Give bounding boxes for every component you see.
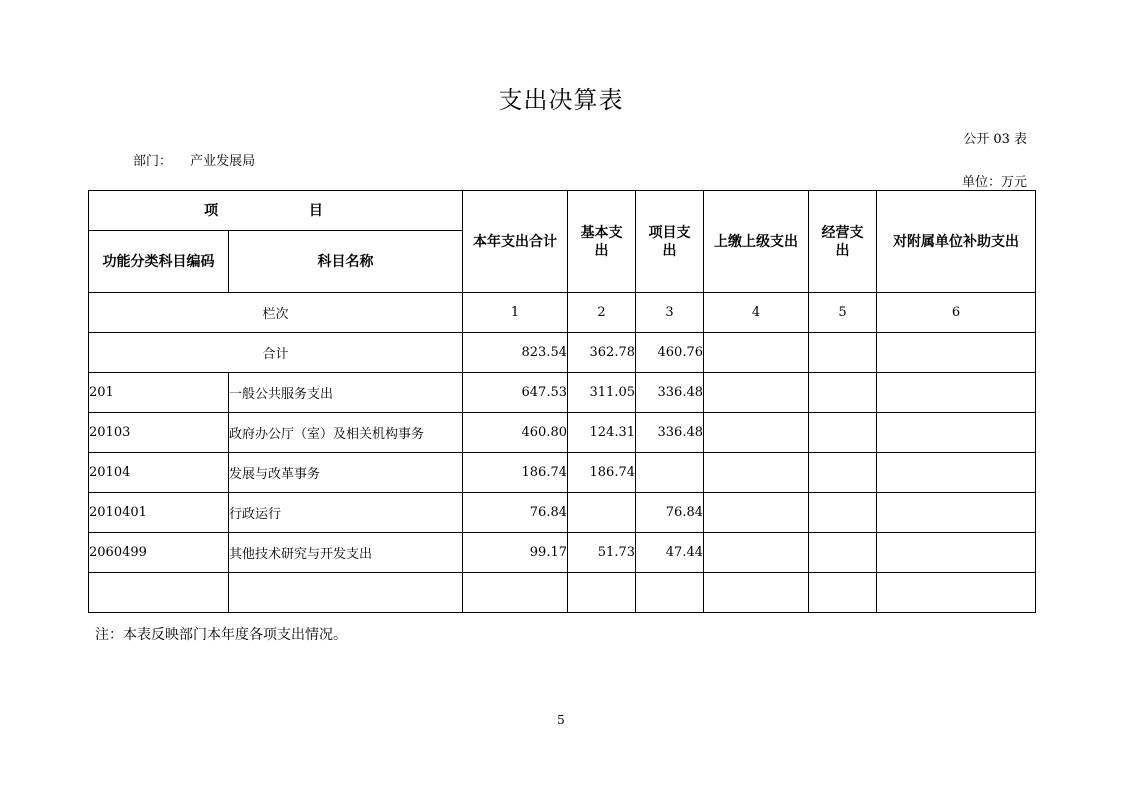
total-cell: 647.53 (463, 373, 568, 413)
empty-cell (704, 373, 809, 413)
table-row (89, 493, 1036, 533)
empty-cell (877, 573, 1036, 613)
expenditure-table (88, 190, 1036, 613)
index-cell: 2 (568, 293, 636, 333)
department-line (133, 150, 255, 169)
empty-cell (877, 413, 1036, 453)
department-name: 产业发展局 (190, 154, 256, 169)
empty-cell (636, 573, 704, 613)
project-cell: 76.84 (636, 493, 704, 533)
header-project: 项 目 (89, 191, 463, 231)
empty-cell (877, 453, 1036, 493)
blank-row (89, 573, 1036, 613)
index-cell: 5 (809, 293, 877, 333)
total-cell: 99.17 (463, 533, 568, 573)
header-subsidy: 对附属单位补助支出 (877, 191, 1036, 293)
code-cell: 20104 (89, 453, 229, 493)
empty-cell (463, 573, 568, 613)
header-business: 经营支出 (809, 191, 877, 293)
name-cell: 政府办公厅（室）及相关机构事务 (229, 413, 463, 453)
page-title: 支出决算表 (498, 86, 624, 114)
header-basic: 基本支出 (568, 191, 636, 293)
basic-cell: 311.05 (568, 373, 636, 413)
table-row (89, 453, 1036, 493)
total-row (89, 333, 1036, 373)
empty-cell (704, 573, 809, 613)
form-number: 公开 03 表 (963, 132, 1027, 147)
empty-cell (704, 333, 809, 373)
empty-cell (568, 573, 636, 613)
header-total: 本年支出合计 (463, 191, 568, 293)
empty-cell (809, 533, 877, 573)
project-cell: 336.48 (636, 373, 704, 413)
empty-cell (809, 493, 877, 533)
empty-cell (704, 453, 809, 493)
empty-cell (704, 413, 809, 453)
code-cell: 201 (89, 373, 229, 413)
name-cell: 发展与改革事务 (229, 453, 463, 493)
table-row (89, 373, 1036, 413)
page-number: 5 (557, 713, 565, 727)
header-code: 功能分类科目编码 (89, 231, 229, 293)
total-label: 合计 (89, 333, 463, 373)
index-cell: 6 (877, 293, 1036, 333)
code-cell: 2060499 (89, 533, 229, 573)
basic-cell: 51.73 (568, 533, 636, 573)
basic-cell: 124.31 (568, 413, 636, 453)
basic-cell (568, 493, 636, 533)
empty-cell (877, 333, 1036, 373)
code-cell: 2010401 (89, 493, 229, 533)
header-name: 科目名称 (229, 231, 463, 293)
unit-label: 单位：万元 (961, 175, 1027, 190)
total-cell: 823.54 (463, 333, 568, 373)
index-label: 栏次 (89, 293, 463, 333)
empty-cell (877, 373, 1036, 413)
total-cell: 186.74 (463, 453, 568, 493)
empty-cell (704, 493, 809, 533)
empty-cell (809, 453, 877, 493)
header-row-1 (89, 191, 1036, 231)
project-cell (636, 453, 704, 493)
department-label: 部门： (133, 154, 173, 169)
empty-cell (229, 573, 463, 613)
total-project-cell: 460.76 (636, 333, 704, 373)
header-project-expense: 项目支出 (636, 191, 704, 293)
empty-cell (809, 373, 877, 413)
table-row (89, 413, 1036, 453)
index-cell: 4 (704, 293, 809, 333)
index-cell: 3 (636, 293, 704, 333)
index-cell: 1 (463, 293, 568, 333)
empty-cell (809, 333, 877, 373)
empty-cell (704, 533, 809, 573)
table-row (89, 533, 1036, 573)
empty-cell (877, 493, 1036, 533)
empty-cell (877, 533, 1036, 573)
empty-cell (809, 413, 877, 453)
total-cell: 76.84 (463, 493, 568, 533)
total-basic-cell: 362.78 (568, 333, 636, 373)
index-row (89, 293, 1036, 333)
header-upper: 上缴上级支出 (704, 191, 809, 293)
name-cell: 其他技术研究与开发支出 (229, 533, 463, 573)
name-cell: 行政运行 (229, 493, 463, 533)
empty-cell (809, 573, 877, 613)
total-cell: 460.80 (463, 413, 568, 453)
project-cell: 336.48 (636, 413, 704, 453)
project-cell: 47.44 (636, 533, 704, 573)
table-note: 注：本表反映部门本年度各项支出情况。 (95, 627, 347, 643)
basic-cell: 186.74 (568, 453, 636, 493)
name-cell: 一般公共服务支出 (229, 373, 463, 413)
empty-cell (89, 573, 229, 613)
code-cell: 20103 (89, 413, 229, 453)
